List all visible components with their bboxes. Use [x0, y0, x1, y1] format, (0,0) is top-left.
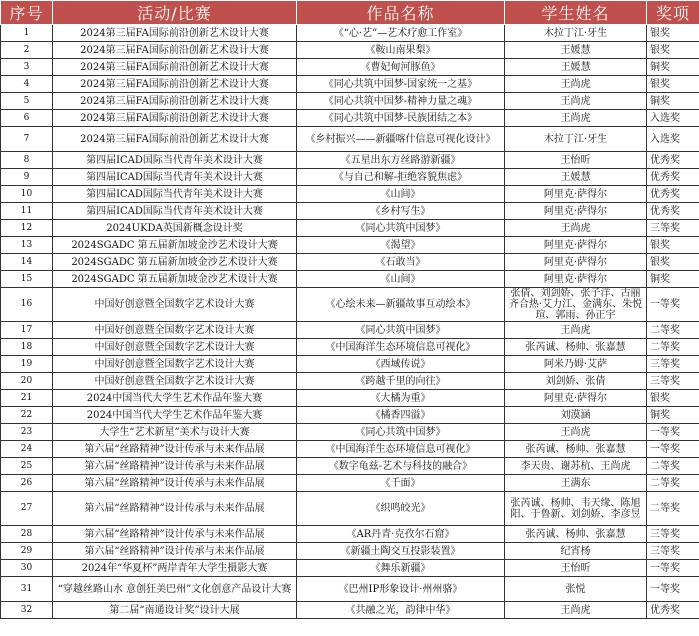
- cell-contest: 2024中国当代大学生艺术作品年鉴大赛: [53, 407, 297, 424]
- cell-award: 一等奖: [647, 441, 699, 458]
- cell-no: 11: [1, 203, 53, 220]
- cell-award: 铜奖: [647, 271, 699, 288]
- table-row: [1, 543, 699, 560]
- cell-award: 一等奖: [647, 560, 699, 577]
- table-row: [1, 458, 699, 475]
- table-row: [1, 288, 699, 322]
- cell-students: 张悦: [505, 577, 647, 602]
- table-row: [1, 407, 699, 424]
- cell-award: 二等奖: [647, 322, 699, 339]
- cell-award: 铜奖: [647, 59, 699, 76]
- cell-contest: 第六届“丝路精神”设计传承与未来作品展: [53, 492, 297, 526]
- header-students: 学生姓名: [505, 1, 647, 25]
- cell-award: 铜奖: [647, 93, 699, 110]
- cell-work: 《鞍山南果梨》: [297, 42, 505, 59]
- cell-students: 王怡昕: [505, 152, 647, 169]
- cell-contest: 中国好创意暨全国数字艺术设计大赛: [53, 373, 297, 390]
- header-work: 作品名称: [297, 1, 505, 25]
- cell-contest: 2024SGADC 第五届新加坡金沙艺术设计大赛: [53, 254, 297, 271]
- cell-no: 6: [1, 110, 53, 127]
- cell-work: 《“心·艺”—艺术疗愈工作室》: [297, 25, 505, 42]
- cell-no: 3: [1, 59, 53, 76]
- table-row: [1, 169, 699, 186]
- cell-students: 王媛慧: [505, 59, 647, 76]
- cell-award: 铜奖: [647, 407, 699, 424]
- table-row: [1, 560, 699, 577]
- cell-contest: 2024第三届FA国际前沿创新艺术设计大赛: [53, 42, 297, 59]
- cell-award: 三等奖: [647, 373, 699, 390]
- cell-students: 张芮诚、杨帅、张嘉慧: [505, 441, 647, 458]
- cell-students: 王尚虎: [505, 220, 647, 237]
- cell-contest: 第四届ICAD国际当代青年美术设计大赛: [53, 152, 297, 169]
- cell-work: 《同心共筑中国梦》: [297, 424, 505, 441]
- cell-work: 《中国海洋生态环境信息可视化》: [297, 441, 505, 458]
- cell-award: 二等奖: [647, 339, 699, 356]
- header-award: 奖项: [647, 1, 699, 25]
- cell-contest: 第六届“丝路精神”设计传承与未来作品展: [53, 526, 297, 543]
- cell-award: 入选奖: [647, 127, 699, 152]
- cell-work: 《乡村写生》: [297, 203, 505, 220]
- cell-no: 4: [1, 76, 53, 93]
- cell-no: 12: [1, 220, 53, 237]
- cell-award: 银奖: [647, 237, 699, 254]
- cell-no: 15: [1, 271, 53, 288]
- table-row: [1, 186, 699, 203]
- cell-no: 17: [1, 322, 53, 339]
- cell-work: 《舞乐新疆》: [297, 560, 505, 577]
- cell-award: 三等奖: [647, 220, 699, 237]
- cell-contest: 2024SGADC 第五届新加坡金沙艺术设计大赛: [53, 237, 297, 254]
- table-row: [1, 356, 699, 373]
- cell-students: 王尚虎: [505, 110, 647, 127]
- cell-students: 王尚虎: [505, 93, 647, 110]
- cell-award: 三等奖: [647, 526, 699, 543]
- cell-no: 24: [1, 441, 53, 458]
- cell-students: 王尚虎: [505, 322, 647, 339]
- table-row: [1, 441, 699, 458]
- table-body: [1, 25, 699, 619]
- table-row: [1, 339, 699, 356]
- table-row: [1, 577, 699, 602]
- cell-no: 14: [1, 254, 53, 271]
- cell-contest: 2024第三届FA国际前沿创新艺术设计大赛: [53, 76, 297, 93]
- cell-work: 《橘香四溢》: [297, 407, 505, 424]
- cell-contest: 第四届ICAD国际当代青年美术设计大赛: [53, 186, 297, 203]
- cell-students: 刘剑娇、张倩: [505, 373, 647, 390]
- cell-no: 31: [1, 577, 53, 602]
- cell-work: 《巴州IP形象设计·州州骆》: [297, 577, 505, 602]
- cell-no: 20: [1, 373, 53, 390]
- cell-contest: 2024第三届FA国际前沿创新艺术设计大赛: [53, 25, 297, 42]
- table-row: [1, 373, 699, 390]
- cell-work: 《心绘未来—新疆故事互动绘本》: [297, 288, 505, 322]
- cell-work: 《石敢当》: [297, 254, 505, 271]
- cell-contest: 2024中国当代大学生艺术作品年鉴大赛: [53, 390, 297, 407]
- cell-work: 《山间》: [297, 271, 505, 288]
- cell-no: 5: [1, 93, 53, 110]
- cell-contest: 2024年“华夏杯”两岸青年大学生摄影大赛: [53, 560, 297, 577]
- table-row: [1, 220, 699, 237]
- cell-no: 30: [1, 560, 53, 577]
- cell-contest: 中国好创意暨全国数字艺术设计大赛: [53, 339, 297, 356]
- cell-students: 阿米乃姆·艾萨: [505, 356, 647, 373]
- cell-no: 16: [1, 288, 53, 322]
- table-row: [1, 475, 699, 492]
- cell-contest: 2024第三届FA国际前沿创新艺术设计大赛: [53, 127, 297, 152]
- cell-contest: 大学生“艺术新星”美术与设计大赛: [53, 424, 297, 441]
- cell-work: 《大橘为重》: [297, 390, 505, 407]
- table-row: [1, 25, 699, 42]
- cell-award: 一等奖: [647, 288, 699, 322]
- cell-students: 王尚虎: [505, 424, 647, 441]
- cell-no: 23: [1, 424, 53, 441]
- cell-work: 《新疆土陶交互投影装置》: [297, 543, 505, 560]
- cell-no: 22: [1, 407, 53, 424]
- cell-award: 银奖: [647, 25, 699, 42]
- cell-contest: 2024第三届FA国际前沿创新艺术设计大赛: [53, 93, 297, 110]
- cell-award: 二等奖: [647, 475, 699, 492]
- cell-no: 10: [1, 186, 53, 203]
- cell-no: 21: [1, 390, 53, 407]
- cell-no: 32: [1, 602, 53, 619]
- cell-no: 9: [1, 169, 53, 186]
- cell-students: 阿里克·萨得尔: [505, 254, 647, 271]
- cell-no: 8: [1, 152, 53, 169]
- cell-students: 纪宵杨: [505, 543, 647, 560]
- cell-contest: 第六届“丝路精神”设计传承与未来作品展: [53, 475, 297, 492]
- table-row: [1, 93, 699, 110]
- cell-contest: 2024第三届FA国际前沿创新艺术设计大赛: [53, 59, 297, 76]
- cell-students: 阿里克·萨得尔: [505, 186, 647, 203]
- cell-work: 《与自己和解-拒绝容貌焦虑》: [297, 169, 505, 186]
- cell-work: 《同心共筑中国梦》: [297, 322, 505, 339]
- table-row: [1, 237, 699, 254]
- header-contest: 活动/比赛: [53, 1, 297, 25]
- table-row: [1, 424, 699, 441]
- cell-award: 优秀奖: [647, 186, 699, 203]
- cell-students: 王媛慧: [505, 169, 647, 186]
- cell-award: 银奖: [647, 390, 699, 407]
- cell-students: 王怡昕: [505, 560, 647, 577]
- cell-contest: 第六届“丝路精神”设计传承与未来作品展: [53, 543, 297, 560]
- cell-no: 2: [1, 42, 53, 59]
- cell-award: 三等奖: [647, 356, 699, 373]
- cell-work: 《同心共筑中国梦-民族团结之本》: [297, 110, 505, 127]
- cell-award: 优秀奖: [647, 152, 699, 169]
- cell-work: 《同心共筑中国梦-国家统一之基》: [297, 76, 505, 93]
- cell-students: 阿里克·萨得尔: [505, 390, 647, 407]
- cell-work: 《曹妃甸河豚鱼》: [297, 59, 505, 76]
- cell-contest: 2024第三届FA国际前沿创新艺术设计大赛: [53, 110, 297, 127]
- cell-contest: “穿越丝路山水 意创狂美巴州”文化创意产品设计大赛: [53, 577, 297, 602]
- cell-work: 《山间》: [297, 186, 505, 203]
- table-row: [1, 42, 699, 59]
- cell-work: 《五星出东方丝路游新疆》: [297, 152, 505, 169]
- table-row: [1, 254, 699, 271]
- cell-no: 1: [1, 25, 53, 42]
- cell-award: 优秀奖: [647, 203, 699, 220]
- cell-contest: 中国好创意暨全国数字艺术设计大赛: [53, 322, 297, 339]
- cell-work: 《AR丹青·克孜尔石窟》: [297, 526, 505, 543]
- cell-work: 《共融之光，韵律中华》: [297, 602, 505, 619]
- cell-students: 王满东: [505, 475, 647, 492]
- cell-award: 二等奖: [647, 492, 699, 526]
- header-row: [1, 1, 699, 25]
- cell-no: 13: [1, 237, 53, 254]
- table-row: [1, 59, 699, 76]
- cell-award: 银奖: [647, 42, 699, 59]
- cell-work: 《同心共筑中国梦》: [297, 220, 505, 237]
- cell-students: 王尚虎: [505, 76, 647, 93]
- cell-students: 张倩、刘剑娇、张子洋、古丽齐合热·艾力江、金满东、朱悦瑄、郭雨、孙正宇: [505, 288, 647, 322]
- cell-contest: 中国好创意暨全国数字艺术设计大赛: [53, 356, 297, 373]
- cell-award: 入选奖: [647, 110, 699, 127]
- cell-students: 阿里克·萨得尔: [505, 271, 647, 288]
- cell-contest: 第六届“丝路精神”设计传承与未来作品展: [53, 441, 297, 458]
- cell-award: 优秀奖: [647, 602, 699, 619]
- cell-award: 银奖: [647, 254, 699, 271]
- cell-students: 张芮诚、杨帅、张嘉慧: [505, 526, 647, 543]
- cell-students: 王尚虎: [505, 602, 647, 619]
- cell-students: 刘漠涵: [505, 407, 647, 424]
- table-row: [1, 127, 699, 152]
- cell-students: 王媛慧: [505, 42, 647, 59]
- cell-no: 26: [1, 475, 53, 492]
- cell-work: 《西域传说》: [297, 356, 505, 373]
- cell-contest: 2024SGADC 第五届新加坡金沙艺术设计大赛: [53, 271, 297, 288]
- cell-award: 一等奖: [647, 424, 699, 441]
- cell-students: 阿里克·萨得尔: [505, 237, 647, 254]
- header-no: 序号: [1, 1, 53, 25]
- cell-work: 《千面》: [297, 475, 505, 492]
- table-row: [1, 110, 699, 127]
- cell-students: 张芮诚、杨帅、韦天缘、陈旭阳、于鲁新、刘剑娇、李彦昱: [505, 492, 647, 526]
- cell-contest: 第二届“南通设计奖”设计大展: [53, 602, 297, 619]
- cell-work: 《乡村振兴——新疆喀什信息可视化设计》: [297, 127, 505, 152]
- cell-no: 18: [1, 339, 53, 356]
- cell-work: 《织鸣皎光》: [297, 492, 505, 526]
- cell-students: 张芮诚、杨帅、张嘉慧: [505, 339, 647, 356]
- cell-award: 优秀奖: [647, 169, 699, 186]
- cell-no: 25: [1, 458, 53, 475]
- cell-no: 27: [1, 492, 53, 526]
- cell-award: 银奖: [647, 76, 699, 93]
- cell-award: 三等奖: [647, 543, 699, 560]
- table-row: [1, 322, 699, 339]
- table-row: [1, 492, 699, 526]
- cell-work: 《渴望》: [297, 237, 505, 254]
- table-row: [1, 390, 699, 407]
- cell-no: 29: [1, 543, 53, 560]
- cell-work: 《中国海洋生态环境信息可视化》: [297, 339, 505, 356]
- table-row: [1, 602, 699, 619]
- cell-contest: 第四届ICAD国际当代青年美术设计大赛: [53, 203, 297, 220]
- cell-award: 二等奖: [647, 458, 699, 475]
- cell-contest: 第四届ICAD国际当代青年美术设计大赛: [53, 169, 297, 186]
- table-row: [1, 76, 699, 93]
- cell-no: 19: [1, 356, 53, 373]
- cell-no: 7: [1, 127, 53, 152]
- cell-no: 28: [1, 526, 53, 543]
- table-row: [1, 526, 699, 543]
- cell-work: 《跨越千里的向往》: [297, 373, 505, 390]
- cell-students: 阿里克·萨得尔: [505, 203, 647, 220]
- cell-contest: 第六届“丝路精神”设计传承与未来作品展: [53, 458, 297, 475]
- cell-students: 李天贵、谢苏杭、王尚虎: [505, 458, 647, 475]
- cell-students: 木拉丁江·牙生: [505, 127, 647, 152]
- table-row: [1, 152, 699, 169]
- cell-work: 《同心共筑中国梦-精神力量之魂》: [297, 93, 505, 110]
- cell-contest: 2024UKDA英国新概念设计奖: [53, 220, 297, 237]
- cell-students: 木拉丁江·牙生: [505, 25, 647, 42]
- table-row: [1, 203, 699, 220]
- table-row: [1, 271, 699, 288]
- cell-contest: 中国好创意暨全国数字艺术设计大赛: [53, 288, 297, 322]
- cell-work: 《数字龟兹-艺术与科技的融合》: [297, 458, 505, 475]
- cell-award: 一等奖: [647, 577, 699, 602]
